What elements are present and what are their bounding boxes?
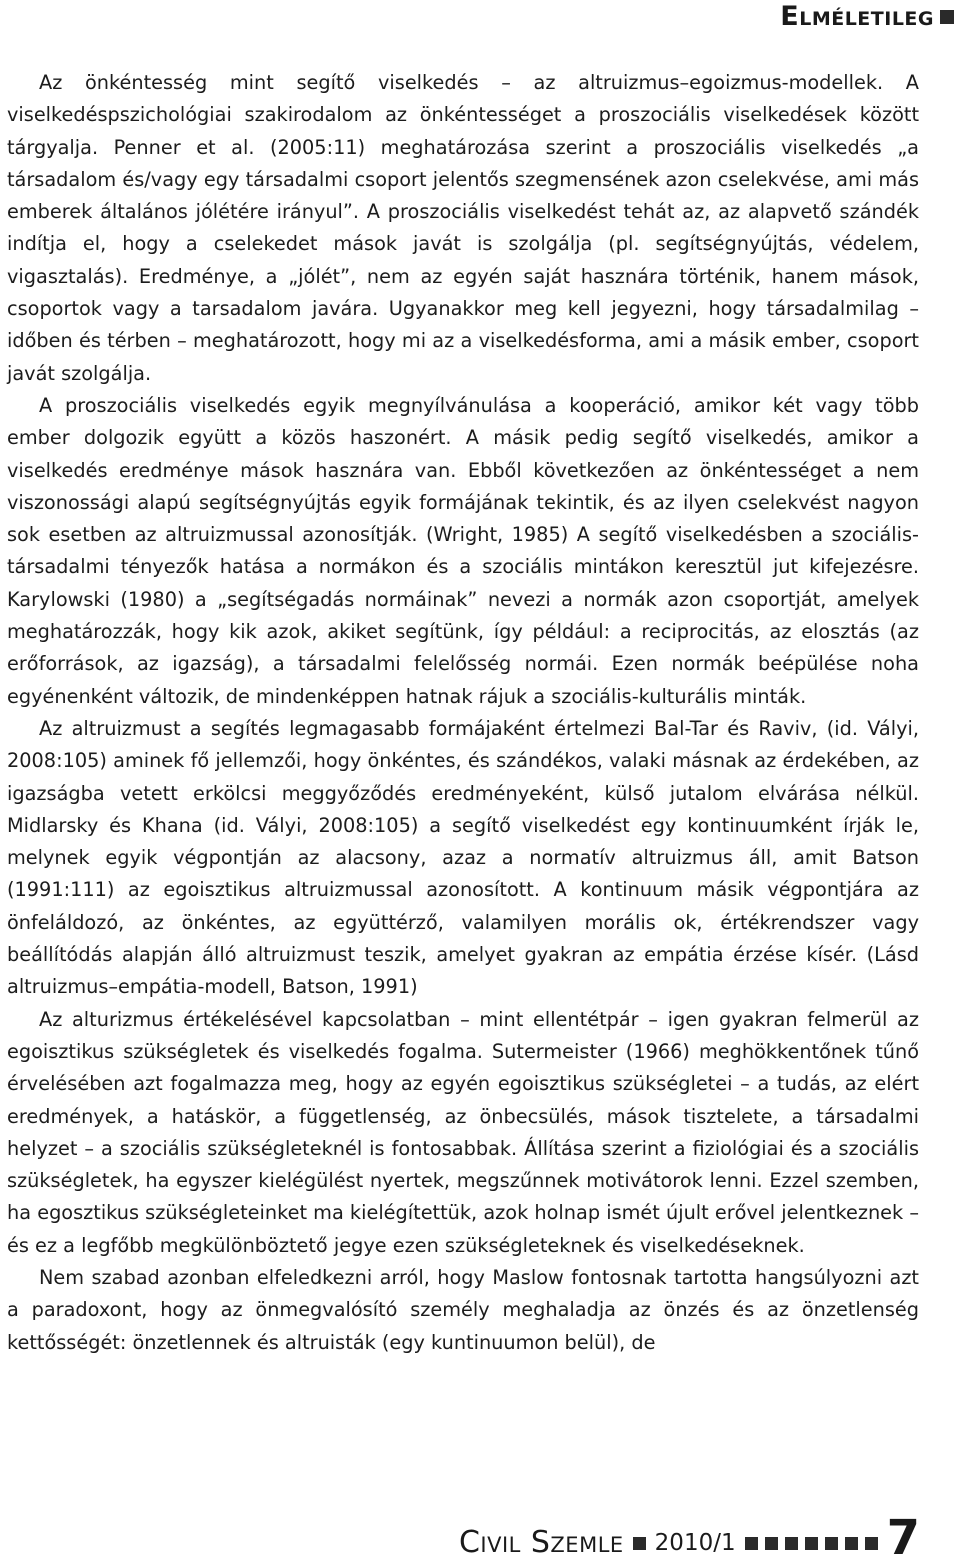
paragraph-4: Az alturizmus értékelésével kapcsolatban – mint ellentétpár – igen gyakran felmerül az egoisztikus szükségletek és viselkedés fogalma. Sutermeister (1966) meghökkentőnek tűnő érvelésében azt fogalmazza meg, hogy az egyén egoisztikus szükségletei – a tudás, az elért eredmények, a hatáskör, a függetlenség, az önbecsülés, mások tisztelete, a társadalmi helyzet – a szociális szükségleteknél is fontosabbak. Állítása szerint a fiziológiai és a szociális szükségletek, ha egyszer kielégülést nyertek, megszűnnek motivátorok lenni. Ezzel szemben, ha egosztikus szükségleteinket ma kielégítettük, azok holnap ismét újult erővel jelentkeznek – és ez a legfőbb megkülönböztető jegye ezen szükségleteknek és viselkedéseknek. (7, 1007, 919, 1257)
journal-title: Civil Szemle (458, 1525, 624, 1560)
square-ornament-icon (940, 10, 954, 24)
square-ornament-group (633, 1526, 646, 1560)
square-ornament-icon (785, 1537, 798, 1550)
section-title: Elméletileg (780, 1, 934, 32)
running-header (780, 2, 954, 32)
square-ornament-icon (633, 1537, 646, 1550)
issue-number: 2010/1 (654, 1530, 736, 1556)
square-ornament-icon (865, 1537, 878, 1550)
square-ornament-icon (745, 1537, 758, 1550)
square-ornament-icon (805, 1537, 818, 1550)
paragraph-2: A proszociális viselkedés egyik megnyílvánulása a kooperáció, amikor két vagy több ember dolgozik együtt a közös haszonért. A másik pedig segítő viselkedés, amikor a viselkedés eredménye mások hasznára van. Ebből következően az önkéntességet a nem viszonossági alapú segítségnyújtás egyik formájának tekintik, és az ilyen cselekvést nagyon sok esetben az altruizmussal azonosítják. (Wright, 1985) A segítő viselkedésben a szociális-társadalmi tényezők hatása a normákon és a szociális mintákon keresztül jut kifejezésre. Karylowski (1980) a „segítségadás normáinak” nevezi a normák azon csoportját, amelyek meghatározzák, hogy kik azok, akiket segítünk, így például: a reciprocitás, az elosztás (az erőforrások, az igazság), a társadalmi felelősség normái. Ezen normák beépülése noha egyénenként változik, de mindenképpen hatnak rájuk a szociális-kulturális minták. (7, 393, 919, 708)
square-ornament-icon (845, 1537, 858, 1550)
square-ornament-row (745, 1526, 878, 1560)
article-body (7, 67, 919, 1359)
page-number: 7 (886, 1510, 920, 1566)
square-ornament-icon (765, 1537, 778, 1550)
paragraph-3: Az altruizmust a segítés legmagasabb formájaként értelmezi Bal-Tar és Raviv, (id. Vályi, 2008:105) aminek fő jellemzői, hogy önkéntes, és szándékos, valaki másnak az érdekében, az igazságba vetett erkölcsi meggyőződés eredményeként, külső jutalom elvárása nélkül. Midlarsky és Khana (id. Vályi, 2008:105) a segítő viselkedést egy kontinuumként írják le, melynek egyik végpontján az alacsony, azaz a normatív altruizmus áll, amit Batson (1991:111) az egoisztikus altruizmussal azonosított. A kontinuum másik végpontjára az önfeláldozó, az önkéntes, az együttérző, valamilyen morális ok, értékrendszer vagy beállítódás alapján álló altruizmust teszik, amelyet gyakran az empátia érzése kísér. (Lásd altruizmus–empátia-modell, Batson, 1991) (7, 716, 919, 999)
square-ornament-icon (825, 1537, 838, 1550)
paragraph-1: Az önkéntesség mint segítő viselkedés – az altruizmus–egoizmus-modellek. A viselkedéspszichológiai szakirodalom az önkéntességet a proszociális viselkedések között tárgyalja. Penner et al. (2005:11) meghatározása szerint a proszociális viselkedés „a társadalom és/vagy egy társadalmi csoport jelentős szegmensének azon cselekvése, ami más emberek általános jólétére irányul”. A proszociális viselkedést tehát az, az alapvető szándék indítja el, hogy a cselekedet mások javát is szolgálja (pl. segítségnyújtás, védelem, vigasztalás). Eredménye, a „jólét”, nem az egyén saját hasznára történik, hanem mások, csoportok vagy a tarsadalom javára. Ugyanakkor meg kell jegyezni, hogy társadalmilag – időben és térben – meghatározott, hogy mi az a viselkedésforma, ami a másik ember, csoport javát szolgálja. (7, 71, 919, 385)
running-footer (458, 1510, 920, 1566)
paragraph-5: Nem szabad azonban elfeledkezni arról, hogy Maslow fontosnak tartotta hangsúlyozni azt a paradoxont, hogy az önmegvalósító személy meghaladja az önzés és az önzetlenség kettősségét: önzetlennek és altruisták (egy kuntinuumon belül), de (7, 1265, 919, 1354)
